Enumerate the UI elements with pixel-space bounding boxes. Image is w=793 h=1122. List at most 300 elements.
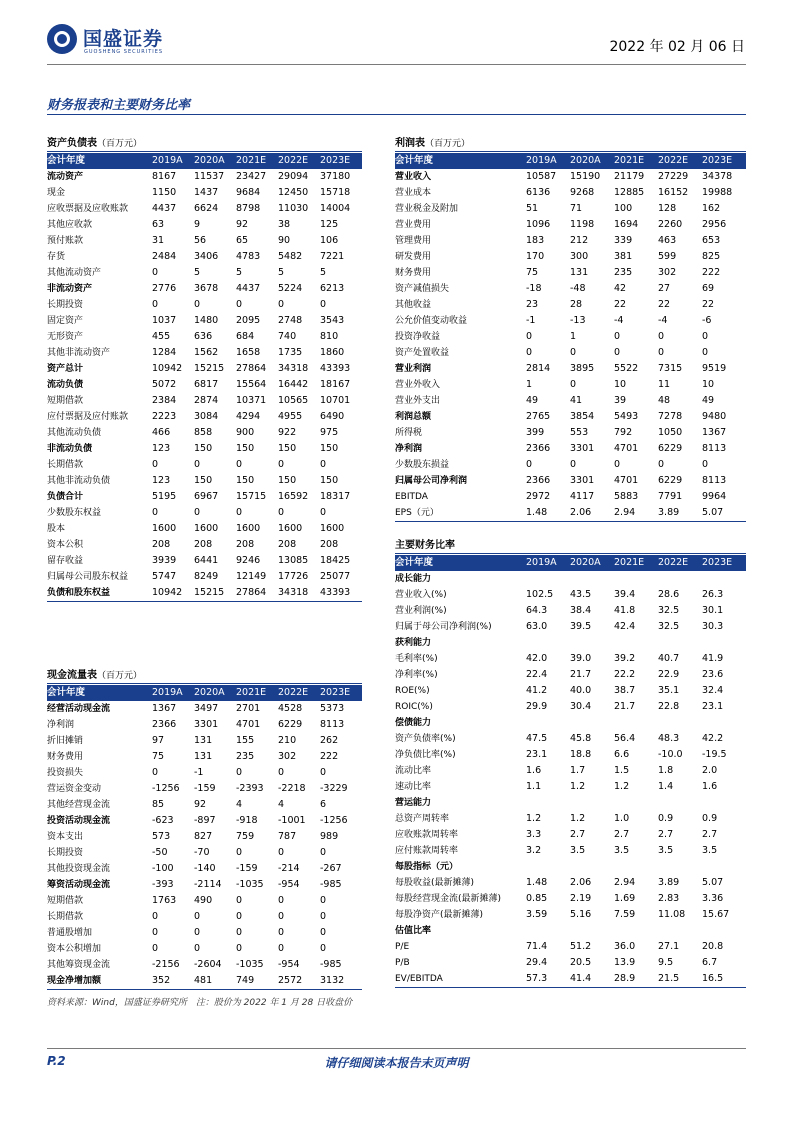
cell-value: 39.5 bbox=[570, 621, 592, 632]
table-row bbox=[395, 619, 746, 635]
table-row bbox=[395, 827, 746, 843]
cell-value: 1.2 bbox=[614, 781, 630, 792]
cell-value: 5493 bbox=[614, 411, 639, 422]
cell-value: 0 bbox=[658, 459, 665, 470]
cell-value: 0 bbox=[320, 943, 327, 954]
row-label: 股本 bbox=[47, 524, 66, 534]
year-header: 2022E bbox=[278, 153, 320, 169]
row-label: 资产减值损失 bbox=[395, 284, 450, 294]
cell-value: 636 bbox=[194, 331, 213, 342]
cell-value: 14004 bbox=[320, 203, 351, 214]
cell-value: 235 bbox=[614, 267, 633, 278]
cell-value: 1658 bbox=[236, 347, 261, 358]
year-header: 2020A bbox=[194, 685, 236, 701]
cell-value: 90 bbox=[278, 235, 291, 246]
row-label: 资产总计 bbox=[47, 364, 84, 374]
cell-value: 0 bbox=[152, 911, 159, 922]
row-label: 应付账款周转率 bbox=[395, 846, 459, 856]
cell-value: 0 bbox=[614, 347, 621, 358]
cell-value: 0 bbox=[152, 299, 159, 310]
cell-value: -159 bbox=[236, 863, 258, 874]
year-header: 2019A bbox=[526, 153, 570, 169]
cell-value: -18 bbox=[526, 283, 542, 294]
table-row bbox=[47, 717, 362, 733]
cell-value: -985 bbox=[320, 959, 342, 970]
table-row bbox=[395, 329, 746, 345]
cell-value: 0.9 bbox=[702, 813, 718, 824]
cell-value: 210 bbox=[278, 735, 297, 746]
cell-value bbox=[614, 635, 658, 651]
table-row bbox=[395, 571, 746, 587]
cell-value: 22 bbox=[702, 299, 715, 310]
table-row bbox=[47, 537, 362, 553]
cell-value: -6 bbox=[702, 315, 712, 326]
cell-value: 2956 bbox=[702, 219, 727, 230]
table-row bbox=[47, 313, 362, 329]
cell-value: 2.7 bbox=[702, 829, 718, 840]
cell-value: 3.89 bbox=[658, 877, 680, 888]
cell-value: -13 bbox=[570, 315, 586, 326]
row-label: 净利润 bbox=[395, 444, 423, 454]
table-row bbox=[395, 667, 746, 683]
year-header: 2020A bbox=[570, 153, 614, 169]
year-header: 2020A bbox=[570, 555, 614, 571]
cell-value: 22 bbox=[614, 299, 627, 310]
cell-value: 9964 bbox=[702, 491, 727, 502]
cell-value: 1.48 bbox=[526, 507, 548, 518]
cell-value: 2874 bbox=[194, 395, 219, 406]
cell-value: 31 bbox=[152, 235, 165, 246]
table-row bbox=[47, 361, 362, 377]
row-label: 长期投资 bbox=[47, 848, 84, 858]
row-label: 投资损失 bbox=[47, 768, 84, 778]
row-label: 其他经营现金流 bbox=[47, 800, 111, 810]
cell-value: 0 bbox=[526, 331, 533, 342]
table-row bbox=[47, 441, 362, 457]
cell-value: 792 bbox=[614, 427, 633, 438]
cell-value: 1600 bbox=[236, 523, 261, 534]
cell-value: 2.19 bbox=[570, 893, 592, 904]
cell-value: 4437 bbox=[236, 283, 261, 294]
cell-value: 5 bbox=[320, 267, 327, 278]
cell-value bbox=[658, 795, 702, 811]
cell-value: 1.2 bbox=[526, 813, 542, 824]
cell-value: 92 bbox=[194, 799, 207, 810]
row-label: 其他流动负债 bbox=[47, 428, 102, 438]
table-row bbox=[395, 265, 746, 281]
cell-value: 2366 bbox=[526, 443, 551, 454]
cell-value: 38 bbox=[278, 219, 291, 230]
cell-value: 490 bbox=[194, 895, 213, 906]
income-title-rule bbox=[395, 151, 746, 152]
cell-value: 35.1 bbox=[658, 685, 680, 696]
cell-value: 92 bbox=[236, 219, 249, 230]
cell-value: 48 bbox=[658, 395, 671, 406]
cell-value: 43393 bbox=[320, 587, 351, 598]
table-row bbox=[47, 845, 362, 861]
cell-value: 18425 bbox=[320, 555, 351, 566]
cell-value: 128 bbox=[658, 203, 677, 214]
cell-value bbox=[526, 571, 570, 587]
cell-value: 5373 bbox=[320, 703, 345, 714]
cell-value bbox=[570, 635, 614, 651]
cell-value: 0 bbox=[236, 943, 243, 954]
cell-value: 208 bbox=[278, 539, 297, 550]
cell-value: -1001 bbox=[278, 815, 306, 826]
cell-value: -623 bbox=[152, 815, 174, 826]
row-label: 每股经营现金流(最新摊薄) bbox=[395, 894, 502, 904]
cell-value: 0 bbox=[570, 459, 577, 470]
table-row bbox=[395, 731, 746, 747]
logo-subtext: GUOSHENG SECURITIES bbox=[84, 49, 164, 55]
cell-value: 0 bbox=[278, 895, 285, 906]
cell-value: 2701 bbox=[236, 703, 261, 714]
balance-bottom-rule bbox=[47, 601, 362, 602]
row-label: 资产负债率(%) bbox=[395, 734, 456, 744]
year-header: 2023E bbox=[320, 153, 362, 169]
table-row bbox=[395, 233, 746, 249]
cell-value: 71 bbox=[570, 203, 583, 214]
cell-value: 0 bbox=[320, 847, 327, 858]
cell-value: 3132 bbox=[320, 975, 345, 986]
cell-value: 71.4 bbox=[526, 941, 548, 952]
cell-value: 32.5 bbox=[658, 605, 680, 616]
row-label: EPS（元） bbox=[395, 508, 439, 518]
cell-value: 20.8 bbox=[702, 941, 724, 952]
cell-value: 0 bbox=[702, 331, 709, 342]
row-label: 现金 bbox=[47, 188, 66, 198]
cell-value: -2393 bbox=[236, 783, 264, 794]
cell-value: 36.0 bbox=[614, 941, 636, 952]
row-label: 其他流动资产 bbox=[47, 268, 102, 278]
cell-value: 2776 bbox=[152, 283, 177, 294]
table-row bbox=[47, 233, 362, 249]
cell-value: 21179 bbox=[614, 171, 645, 182]
table-row bbox=[47, 765, 362, 781]
cell-value: 1600 bbox=[320, 523, 345, 534]
table-row bbox=[47, 249, 362, 265]
cell-value: 97 bbox=[152, 735, 165, 746]
cell-value: 8113 bbox=[702, 443, 727, 454]
header-label: 会计年度 bbox=[47, 685, 152, 701]
cell-value: 43393 bbox=[320, 363, 351, 374]
year-header: 2022E bbox=[658, 555, 702, 571]
cell-value: 0 bbox=[278, 299, 285, 310]
cell-value: 599 bbox=[658, 251, 677, 262]
cell-value: -954 bbox=[278, 879, 300, 890]
cell-value: 2.7 bbox=[658, 829, 674, 840]
cell-value: 150 bbox=[236, 475, 255, 486]
cell-value: 825 bbox=[702, 251, 721, 262]
cell-value: 1.6 bbox=[702, 781, 718, 792]
cell-value: 1437 bbox=[194, 187, 219, 198]
row-label: 应收票据及应收账款 bbox=[47, 204, 129, 214]
row-label: 偿债能力 bbox=[395, 718, 432, 728]
header-label: 会计年度 bbox=[47, 153, 152, 169]
cell-value: 27 bbox=[658, 283, 671, 294]
cell-value: 339 bbox=[614, 235, 633, 246]
cell-value: 2.06 bbox=[570, 877, 592, 888]
year-header: 2021E bbox=[236, 153, 278, 169]
cell-value: 2765 bbox=[526, 411, 551, 422]
row-label: 营业收入 bbox=[395, 172, 432, 182]
cell-value: 34378 bbox=[702, 171, 733, 182]
cell-value: 150 bbox=[320, 475, 339, 486]
cell-value: 3.5 bbox=[570, 845, 586, 856]
row-label: 普通股增加 bbox=[47, 928, 93, 938]
cell-value: 1.69 bbox=[614, 893, 636, 904]
cell-value: 0 bbox=[278, 943, 285, 954]
row-label: ROE(%) bbox=[395, 686, 430, 696]
cell-value: 4701 bbox=[614, 475, 639, 486]
table-row bbox=[47, 813, 362, 829]
row-label: 归属母公司股东权益 bbox=[47, 572, 129, 582]
table-header-row bbox=[395, 555, 746, 571]
cell-value: 466 bbox=[152, 427, 171, 438]
cell-value: 21.7 bbox=[570, 669, 592, 680]
cell-value: 1367 bbox=[152, 703, 177, 714]
cell-value: 0 bbox=[570, 379, 577, 390]
table-row bbox=[47, 297, 362, 313]
cell-value: 0.9 bbox=[658, 813, 674, 824]
cell-value: 8167 bbox=[152, 171, 177, 182]
section-title: 财务报表和主要财务比率 bbox=[47, 98, 191, 113]
cell-value: 10942 bbox=[152, 587, 183, 598]
cell-value: 9246 bbox=[236, 555, 261, 566]
row-label: 无形资产 bbox=[47, 332, 84, 342]
cell-value: 15715 bbox=[236, 491, 267, 502]
cell-value: 208 bbox=[194, 539, 213, 550]
cell-value: 5195 bbox=[152, 491, 177, 502]
cashflow-bottom-rule bbox=[47, 989, 362, 990]
cell-value: 4 bbox=[278, 799, 285, 810]
row-label: 筹资活动现金流 bbox=[47, 880, 111, 890]
income-statement-table bbox=[395, 153, 746, 521]
row-label: 其他投资现金流 bbox=[47, 864, 111, 874]
cell-value: 10942 bbox=[152, 363, 183, 374]
row-label: 其他收益 bbox=[395, 300, 432, 310]
cell-value: 8249 bbox=[194, 571, 219, 582]
row-label: 少数股东损益 bbox=[395, 460, 450, 470]
cell-value: -985 bbox=[320, 879, 342, 890]
cell-value: 7221 bbox=[320, 251, 345, 262]
row-label: 所得税 bbox=[395, 428, 423, 438]
table-row bbox=[395, 603, 746, 619]
cell-value: 352 bbox=[152, 975, 171, 986]
cell-value: 37180 bbox=[320, 171, 351, 182]
cell-value: 4 bbox=[236, 799, 243, 810]
cell-value: -3229 bbox=[320, 783, 348, 794]
table-row bbox=[395, 635, 746, 651]
cell-value: 2.7 bbox=[614, 829, 630, 840]
table-row bbox=[395, 795, 746, 811]
cell-value: 49 bbox=[702, 395, 715, 406]
table-row bbox=[395, 169, 746, 185]
cell-value: 11 bbox=[658, 379, 671, 390]
table-row bbox=[47, 829, 362, 845]
cell-value: 16.5 bbox=[702, 973, 724, 984]
cell-value: 759 bbox=[236, 831, 255, 842]
cell-value: 3084 bbox=[194, 411, 219, 422]
cell-value: -214 bbox=[278, 863, 300, 874]
cell-value: 9268 bbox=[570, 187, 595, 198]
cell-value: 30.4 bbox=[570, 701, 592, 712]
cell-value: 0 bbox=[278, 927, 285, 938]
table-row bbox=[47, 345, 362, 361]
cell-value: 29094 bbox=[278, 171, 309, 182]
cell-value: 56.4 bbox=[614, 733, 636, 744]
table-header-row bbox=[395, 153, 746, 169]
cell-value: 5482 bbox=[278, 251, 303, 262]
company-logo bbox=[47, 22, 187, 60]
cell-value bbox=[658, 635, 702, 651]
cell-value: 131 bbox=[194, 751, 213, 762]
cell-value: 3543 bbox=[320, 315, 345, 326]
cell-value: 30.3 bbox=[702, 621, 724, 632]
cell-value: 21.5 bbox=[658, 973, 680, 984]
row-label: 成长能力 bbox=[395, 574, 432, 584]
row-label: 存货 bbox=[47, 252, 66, 262]
cell-value: 0 bbox=[236, 911, 243, 922]
cell-value: 10701 bbox=[320, 395, 351, 406]
table-row bbox=[47, 489, 362, 505]
cell-value: -4 bbox=[614, 315, 624, 326]
table-row bbox=[395, 971, 746, 987]
cell-value: 7278 bbox=[658, 411, 683, 422]
cell-value: 34318 bbox=[278, 363, 309, 374]
cell-value: 45.8 bbox=[570, 733, 592, 744]
cell-value: 5.07 bbox=[702, 507, 724, 518]
row-label: 财务费用 bbox=[395, 268, 432, 278]
cell-value: 11.08 bbox=[658, 909, 686, 920]
cell-value: 5883 bbox=[614, 491, 639, 502]
cell-value: -2156 bbox=[152, 959, 180, 970]
cell-value: 5224 bbox=[278, 283, 303, 294]
table-row bbox=[47, 473, 362, 489]
cell-value: 3.5 bbox=[658, 845, 674, 856]
table-row bbox=[395, 763, 746, 779]
cell-value: 15215 bbox=[194, 587, 225, 598]
cell-value: 41.9 bbox=[702, 653, 724, 664]
cell-value: 9519 bbox=[702, 363, 727, 374]
cell-value bbox=[702, 715, 746, 731]
cell-value: 0 bbox=[278, 767, 285, 778]
year-header: 2023E bbox=[702, 555, 746, 571]
cell-value: 740 bbox=[278, 331, 297, 342]
cell-value: 123 bbox=[152, 443, 171, 454]
cell-value: 57.3 bbox=[526, 973, 548, 984]
cell-value: 208 bbox=[152, 539, 171, 550]
ratios-title-rule bbox=[395, 553, 746, 554]
row-label: 总资产周转率 bbox=[395, 814, 450, 824]
cell-value bbox=[614, 923, 658, 939]
cell-value bbox=[702, 571, 746, 587]
cell-value: 9 bbox=[194, 219, 201, 230]
cell-value: 22.4 bbox=[526, 669, 548, 680]
cell-value: 2223 bbox=[152, 411, 177, 422]
cell-value: 4117 bbox=[570, 491, 595, 502]
cell-value bbox=[526, 859, 570, 875]
cell-value: 10 bbox=[702, 379, 715, 390]
section-divider bbox=[47, 114, 746, 115]
table-row bbox=[395, 859, 746, 875]
cell-value: 3939 bbox=[152, 555, 177, 566]
cell-value: 9684 bbox=[236, 187, 261, 198]
row-label: 其他非流动负债 bbox=[47, 476, 111, 486]
cell-value: 10587 bbox=[526, 171, 557, 182]
cell-value: 399 bbox=[526, 427, 545, 438]
cell-value: 29.4 bbox=[526, 957, 548, 968]
table-row bbox=[395, 473, 746, 489]
cell-value bbox=[526, 715, 570, 731]
cashflow-title-rule bbox=[47, 683, 362, 684]
row-label: 获利能力 bbox=[395, 638, 432, 648]
cell-value: -100 bbox=[152, 863, 174, 874]
cell-value: 6817 bbox=[194, 379, 219, 390]
table-row bbox=[47, 925, 362, 941]
cell-value: 3678 bbox=[194, 283, 219, 294]
cell-value: 150 bbox=[320, 443, 339, 454]
cell-value: 5747 bbox=[152, 571, 177, 582]
cell-value: 0 bbox=[526, 347, 533, 358]
cell-value: 922 bbox=[278, 427, 297, 438]
cell-value: 653 bbox=[702, 235, 721, 246]
cell-value: 23.6 bbox=[702, 669, 724, 680]
cell-value: 42.2 bbox=[702, 733, 724, 744]
cell-value: 222 bbox=[702, 267, 721, 278]
row-label: EV/EBITDA bbox=[395, 974, 443, 984]
table-row bbox=[395, 393, 746, 409]
cell-value: 11537 bbox=[194, 171, 225, 182]
row-label: 留存收益 bbox=[47, 556, 84, 566]
cell-value bbox=[526, 923, 570, 939]
cell-value bbox=[702, 795, 746, 811]
cell-value: 7315 bbox=[658, 363, 683, 374]
cell-value bbox=[526, 635, 570, 651]
cell-value: 18.8 bbox=[570, 749, 592, 760]
cell-value: 85 bbox=[152, 799, 165, 810]
cell-value: 3.2 bbox=[526, 845, 542, 856]
cell-value: 1367 bbox=[702, 427, 727, 438]
cell-value: 150 bbox=[278, 443, 297, 454]
cell-value: 455 bbox=[152, 331, 171, 342]
row-label: 长期投资 bbox=[47, 300, 84, 310]
cell-value: 2366 bbox=[152, 719, 177, 730]
cell-value: 22.9 bbox=[658, 669, 680, 680]
table-row bbox=[395, 843, 746, 859]
cashflow-block bbox=[47, 669, 362, 990]
cell-value: 15190 bbox=[570, 171, 601, 182]
cell-value: 123 bbox=[152, 475, 171, 486]
row-label: 营业外收入 bbox=[395, 380, 441, 390]
cell-value: 0 bbox=[236, 927, 243, 938]
table-row bbox=[47, 201, 362, 217]
cell-value: 2.06 bbox=[570, 507, 592, 518]
cell-value: 0 bbox=[236, 299, 243, 310]
cell-value: 6229 bbox=[658, 475, 683, 486]
cell-value: 7.59 bbox=[614, 909, 636, 920]
cell-value: 49 bbox=[526, 395, 539, 406]
cell-value: 858 bbox=[194, 427, 213, 438]
income-statement-block bbox=[395, 137, 746, 522]
table-row bbox=[47, 585, 362, 601]
cell-value bbox=[614, 715, 658, 731]
income-statement-title: 利润表（百万元） bbox=[395, 138, 471, 149]
cell-value: 102.5 bbox=[526, 589, 554, 600]
row-label: 资本公积增加 bbox=[47, 944, 102, 954]
cell-value: 4701 bbox=[236, 719, 261, 730]
cell-value: 0 bbox=[152, 507, 159, 518]
